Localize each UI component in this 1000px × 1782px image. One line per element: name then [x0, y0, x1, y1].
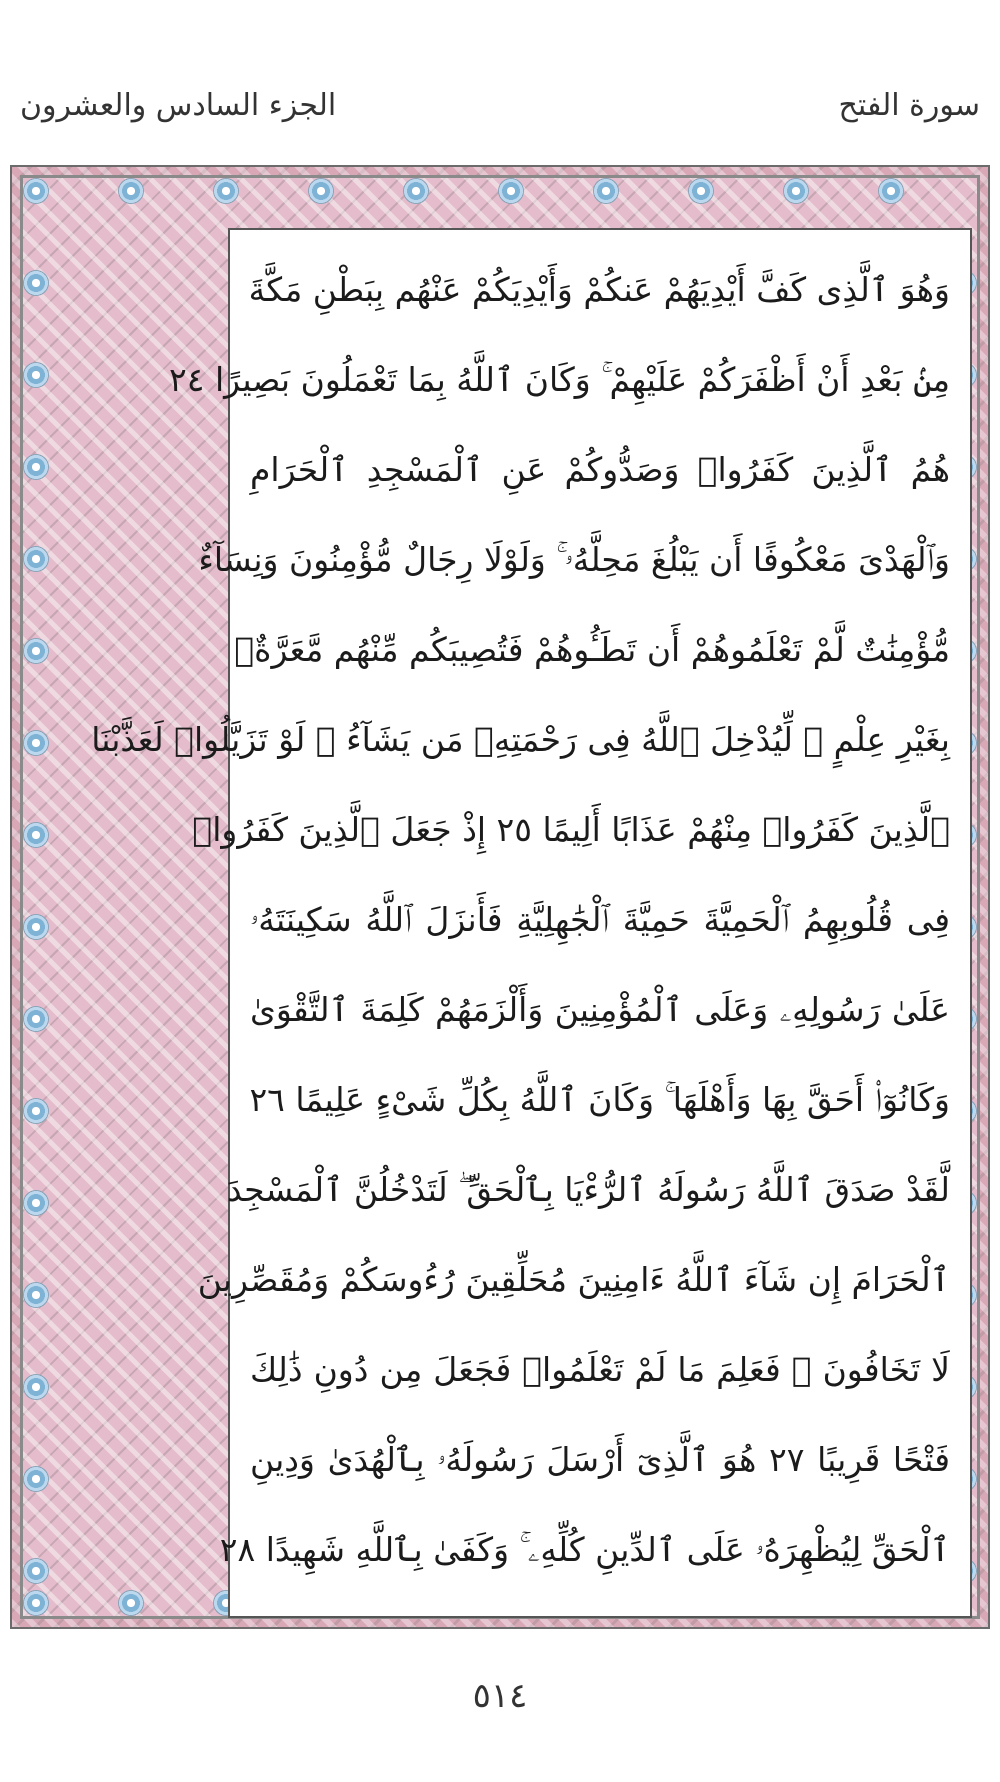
text-line: وَٱلْهَدْىَ مَعْكُوفًا أَن يَبْلُغَ مَحِلَّهُۥ ۚ وَلَوْلَا رِجَالٌ مُّؤْمِنُونَ وَنِسَآءٌ — [198, 540, 950, 579]
page-header — [20, 88, 980, 138]
rosette-ornament — [593, 178, 619, 204]
text-line: لَا تَخَافُونَ ۖ فَعَلِمَ مَا لَمْ تَعْلَمُوا۟ فَجَعَلَ مِن دُونِ ذَٰلِكَ — [250, 1350, 950, 1389]
text-line: ٱلْحَقِّ لِيُظْهِرَهُۥ عَلَى ٱلدِّينِ كُلِّهِۦ ۚ وَكَفَىٰ بِٱللَّهِ شَهِيدًا ٢٨ — [219, 1530, 950, 1569]
rosette-ornament — [23, 914, 49, 940]
text-line: عَلَىٰ رَسُولِهِۦ وَعَلَى ٱلْمُؤْمِنِينَ وَأَلْزَمَهُمْ كَلِمَةَ ٱلتَّقْوَىٰ — [250, 990, 950, 1029]
rosette-ornament — [23, 1590, 49, 1616]
rosette-ornament — [403, 178, 429, 204]
rosette-ornament — [783, 178, 809, 204]
rosette-ornament — [878, 178, 904, 204]
rosette-ornament — [118, 178, 144, 204]
text-line: وَكَانُوٓا۟ أَحَقَّ بِهَا وَأَهْلَهَا ۚ وَكَانَ ٱللَّهُ بِكُلِّ شَىْءٍ عَلِيمًا ٢٦ — [249, 1080, 950, 1119]
text-line: مُّؤْمِنَٰتٌ لَّمْ تَعْلَمُوهُمْ أَن تَطَـُٔوهُمْ فَتُصِيبَكُم مِّنْهُم مَّعَرَّةٌۢ — [234, 630, 950, 669]
rosette-ornament — [23, 178, 49, 204]
verse-lines — [91, 250, 950, 1596]
rosette-ornament — [23, 1190, 49, 1216]
rosette-ornament — [23, 1466, 49, 1492]
rosette-ornament — [308, 178, 334, 204]
rosette-ornament — [498, 178, 524, 204]
text-line: بِغَيْرِ عِلْمٍ ۖ لِّيُدْخِلَ ٱللَّهُ فِى رَحْمَتِهِۦ مَن يَشَآءُ ۚ لَوْ تَزَيَّلُوا۟ لَعَذَّبْنَا — [91, 720, 950, 759]
rosette-ornament — [23, 638, 49, 664]
text-line: ٱلْحَرَامَ إِن شَآءَ ٱللَّهُ ءَامِنِينَ مُحَلِّقِينَ رُءُوسَكُمْ وَمُقَصِّرِينَ — [197, 1260, 950, 1299]
juz-name: الجزء السادس والعشرون — [20, 88, 337, 123]
rosette-ornament — [23, 1006, 49, 1032]
text-line: ٱلَّذِينَ كَفَرُوا۟ مِنْهُمْ عَذَابًا أَلِيمًا ٢٥ إِذْ جَعَلَ ٱلَّذِينَ كَفَرُوا۟ — [192, 810, 950, 849]
rosette-ornament — [118, 1590, 144, 1616]
text-line: فَتْحًا قَرِيبًا ٢٧ هُوَ ٱلَّذِىٓ أَرْسَلَ رَسُولَهُۥ بِٱلْهُدَىٰ وَدِينِ — [250, 1440, 950, 1479]
text-line: فِى قُلُوبِهِمُ ٱلْحَمِيَّةَ حَمِيَّةَ ٱلْجَٰهِلِيَّةِ فَأَنزَلَ ٱللَّهُ سَكِينَتَهُۥ — [250, 900, 950, 939]
surah-name: سورة الفتح — [838, 88, 980, 123]
rosette-ornament — [688, 178, 714, 204]
text-line: لَّقَدْ صَدَقَ ٱللَّهُ رَسُولَهُ ٱلرُّءْيَا بِٱلْحَقِّ ۖ لَتَدْخُلُنَّ ٱلْمَسْجِدَ — [226, 1170, 950, 1209]
text-line: مِنۢ بَعْدِ أَنْ أَظْفَرَكُمْ عَلَيْهِمْ ۚ وَكَانَ ٱللَّهُ بِمَا تَعْمَلُونَ بَصِيرًا ٢٤ — [169, 360, 950, 399]
rosette-ornament — [23, 1558, 49, 1584]
rosette-ornament — [23, 1098, 49, 1124]
text-line: هُمُ ٱلَّذِينَ كَفَرُوا۟ وَصَدُّوكُمْ عَنِ ٱلْمَسْجِدِ ٱلْحَرَامِ — [250, 450, 950, 489]
rosette-ornament — [23, 1282, 49, 1308]
rosette-ornament — [23, 822, 49, 848]
rosette-ornament — [23, 730, 49, 756]
rosette-ornament — [23, 546, 49, 572]
quran-text-area — [91, 228, 972, 1618]
rosette-ornament — [23, 454, 49, 480]
rosette-ornament — [23, 362, 49, 388]
rosette-ornament — [23, 1374, 49, 1400]
page-number: ٥١٤ — [472, 1676, 528, 1716]
rosette-ornament — [23, 270, 49, 296]
text-line: وَهُوَ ٱلَّذِى كَفَّ أَيْدِيَهُمْ عَنكُمْ وَأَيْدِيَكُمْ عَنْهُم بِبَطْنِ مَكَّةَ — [248, 270, 950, 309]
rosette-ornament — [213, 178, 239, 204]
